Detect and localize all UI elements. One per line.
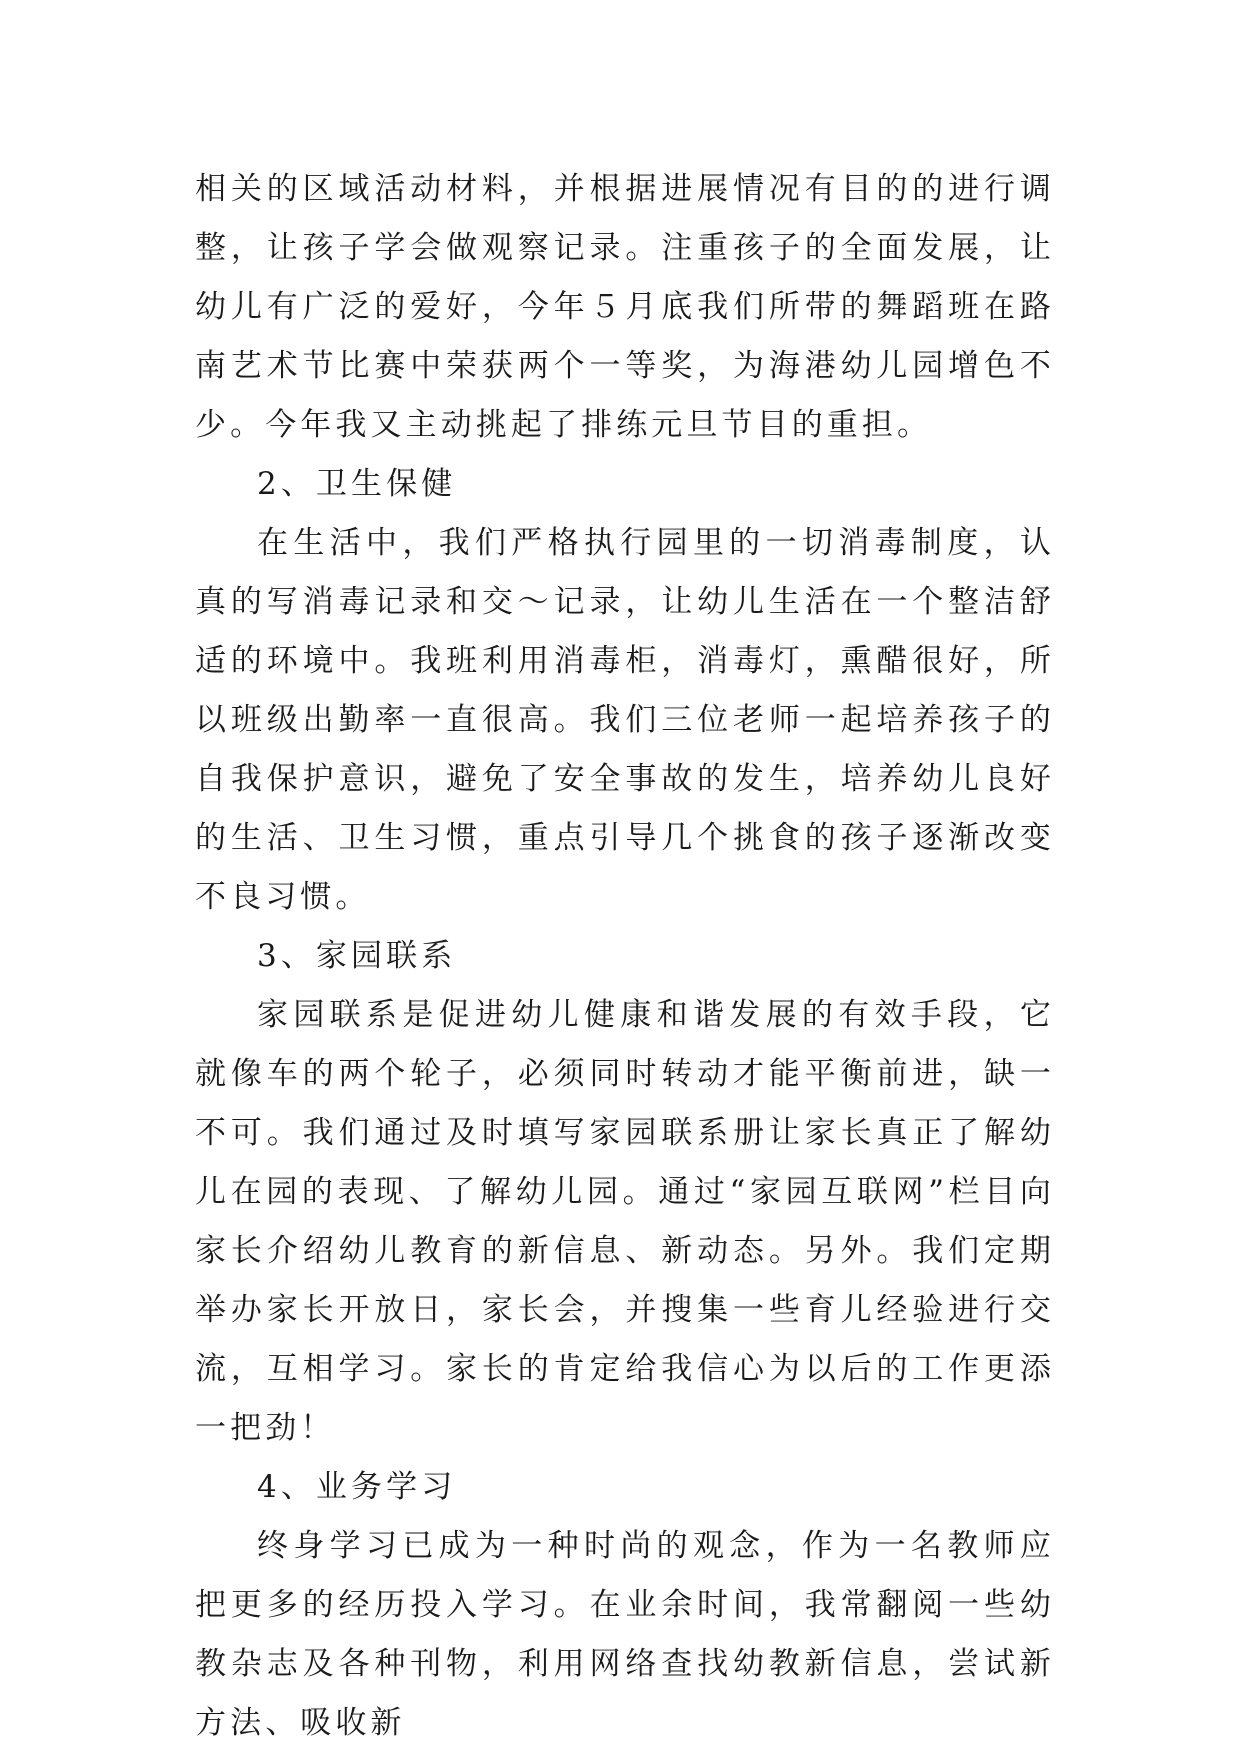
section-heading-home-school: 3、家园联系 bbox=[257, 938, 457, 974]
paragraph-home-school: 家园联系是促进幼儿健康和谐发展的有效手段，它就像车的两个轮子，必须同时转动才能平衡前进，缺一不可。我们通过及时填写家园联系册让家长真正了解幼儿在园的表现、了解幼儿园。通过“家园互联网”栏目向家长介绍幼儿教育的新信息、新动态。另外。我们定期举办家长开放日，家长会，并搜集一些育儿经验进行交流，互相学习。家长的肯定给我信心为以后的工作更添一把劲！ bbox=[195, 997, 1055, 1446]
paragraph-hygiene: 在生活中，我们严格执行园里的一切消毒制度，认真的写消毒记录和交～记录，让幼儿生活在一个整洁舒适的环境中。我班利用消毒柜，消毒灯，熏醋很好，所以班级出勤率一直很高。我们三位老师一起培养孩子的自我保护意识，避免了安全事故的发生，培养幼儿良好的生活、卫生习惯，重点引导几个挑食的孩子逐渐改变不良习惯。 bbox=[195, 525, 1055, 915]
paragraph-continued: 相关的区域活动材料，并根据进展情况有目的的进行调整，让孩子学会做观察记录。注重孩子的全面发展，让幼儿有广泛的爱好，今年５月底我们所带的舞蹈班在路南艺术节比赛中荣获两个一等奖，为海港幼儿园增色不少。今年我又主动挑起了排练元旦节目的重担。 bbox=[195, 171, 1055, 443]
section-heading-study: 4、业务学习 bbox=[257, 1469, 457, 1505]
document-body bbox=[195, 160, 1055, 1753]
section-heading-hygiene: 2、卫生保健 bbox=[257, 466, 457, 502]
paragraph-study: 终身学习已成为一种时尚的观念，作为一名教师应把更多的经历投入学习。在业余时间，我常翻阅一些幼教杂志及各种刊物，利用网络查找幼教新信息，尝试新方法、吸收新 bbox=[195, 1528, 1055, 1741]
